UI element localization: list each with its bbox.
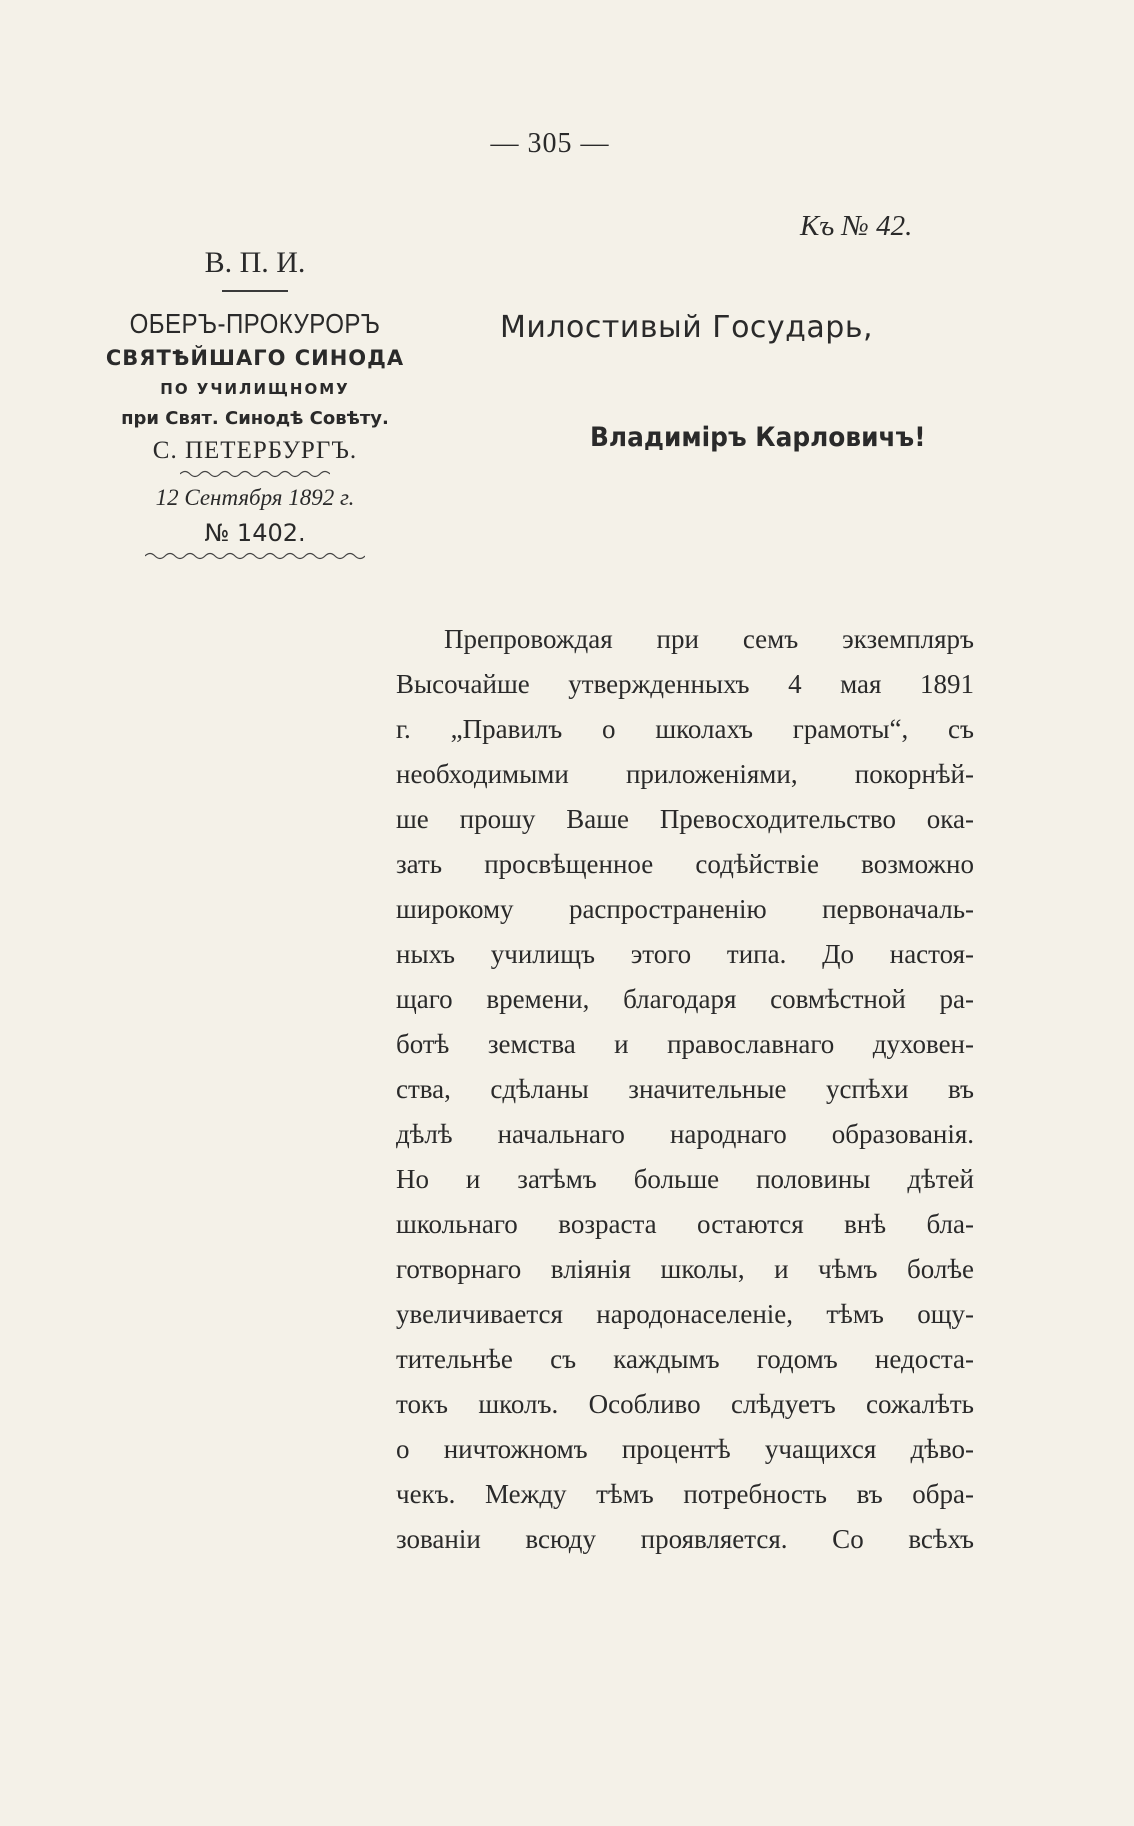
document-number: № 1402. bbox=[204, 519, 306, 547]
body-line: ныхъ училищъ этого типа. До настоя- bbox=[396, 939, 974, 969]
council-line-2: при Свят. Синодѣ Совѣту. bbox=[121, 408, 389, 429]
sender-block bbox=[100, 240, 410, 567]
letter-body bbox=[396, 617, 974, 1562]
body-line: широкому распространенію первоначаль- bbox=[396, 894, 974, 924]
synod-name: СВЯТѢЙШАГО СИНОДА bbox=[105, 346, 405, 370]
body-line: зать просвѣщенное содѣйствіе возможно bbox=[396, 849, 974, 879]
body-line: ше прошу Ваше Превосходительство ока- bbox=[396, 804, 974, 834]
reference-number: Къ № 42. bbox=[800, 210, 913, 242]
body-line: увеличивается народонаселеніе, тѣмъ ощу- bbox=[396, 1299, 974, 1329]
salutation: Милостивый Государь, bbox=[500, 310, 874, 345]
body-line: чекъ. Между тѣмъ потребность въ обра- bbox=[396, 1479, 974, 1509]
body-line: дѣлѣ начальнаго народнаго образованія. bbox=[396, 1119, 974, 1149]
body-line: г. „Правилъ о школахъ грамоты“, съ bbox=[396, 714, 974, 744]
sender-initials: В. П. И. bbox=[204, 246, 306, 279]
body-line: ботѣ земства и православнаго духовен- bbox=[396, 1029, 974, 1059]
body-line: щаго времени, благодаря совмѣстной ра- bbox=[396, 984, 974, 1014]
body-line: Препровождая при семъ экземпляръ bbox=[444, 624, 974, 654]
body-line: Но и затѣмъ больше половины дѣтей bbox=[396, 1164, 974, 1194]
body-line: школьнаго возраста остаются внѣ бла- bbox=[396, 1209, 974, 1239]
body-line: тительнѣе съ каждымъ годомъ недоста- bbox=[396, 1344, 974, 1374]
body-line: Высочайше утвержденныхъ 4 мая 1891 bbox=[396, 669, 974, 699]
divider bbox=[222, 290, 288, 292]
council-line-1: ПО УЧИЛИЩНОМУ bbox=[160, 380, 350, 398]
body-line: необходимыми приложеніями, покорнѣй- bbox=[396, 759, 974, 789]
body-line: готворнаго вліянія школы, и чѣмъ болѣе bbox=[396, 1254, 974, 1284]
ornament-wave-icon bbox=[180, 469, 330, 479]
body-line: зованіи всюду проявляется. Со всѣхъ bbox=[396, 1524, 974, 1554]
ornament-wave-icon bbox=[145, 551, 365, 561]
body-line: токъ школъ. Особливо слѣдуетъ сожалѣть bbox=[396, 1389, 974, 1419]
body-line: о ничтожномъ процентѣ учащихся дѣво- bbox=[396, 1434, 974, 1464]
addressee: Владиміръ Карловичъ! bbox=[590, 422, 926, 453]
page-number: — 305 — bbox=[490, 128, 610, 159]
body-line: ства, сдѣланы значительные успѣхи въ bbox=[396, 1074, 974, 1104]
letter-date: 12 Сентября 1892 г. bbox=[155, 485, 355, 510]
office-title: ОБЕРЪ-ПРОКУРОРЪ bbox=[129, 308, 381, 339]
city: С. ПЕТЕРБУРГЪ. bbox=[152, 437, 358, 464]
